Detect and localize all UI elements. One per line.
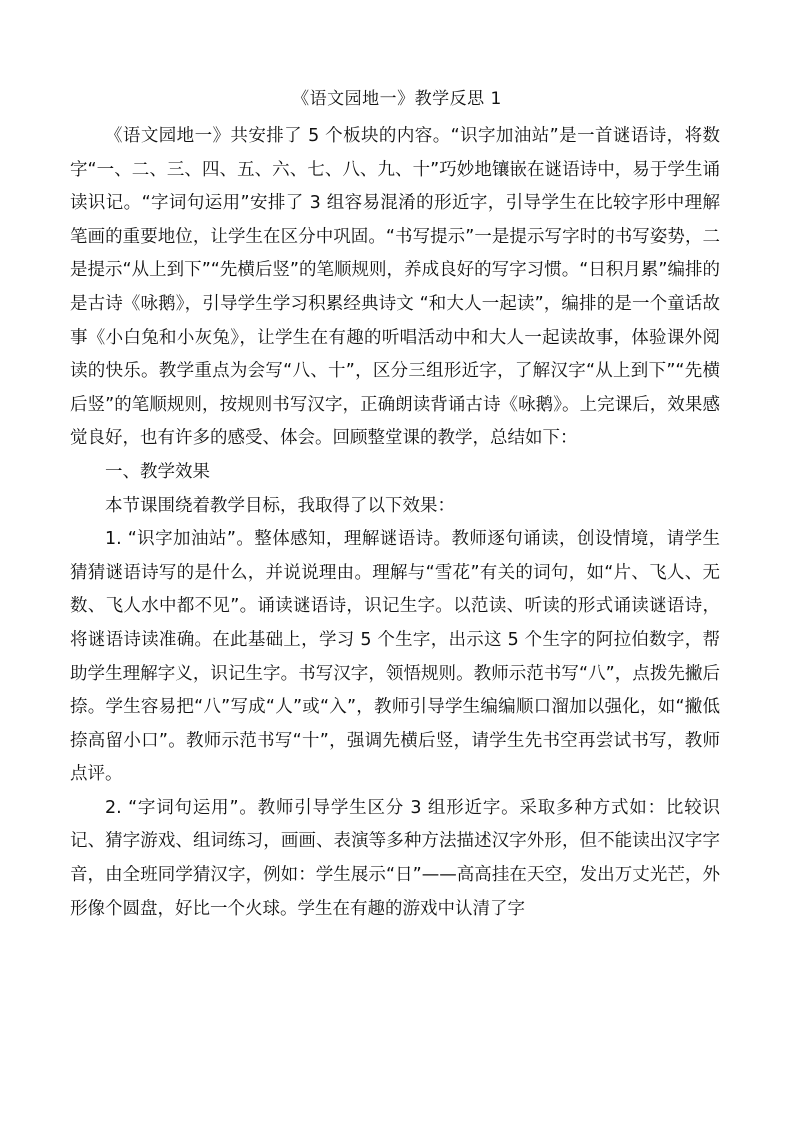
document-body (70, 120, 720, 926)
paragraph-intro: 《语文园地一》共安排了 5 个板块的内容。“识字加油站”是一首谜语诗，将数字“一、二、三、四、五、六、七、八、九、十”巧妙地镶嵌在谜语诗中，易于学生诵读识记。“字词句运用”安排了 3 组容易混淆的形近字，引导学生在比较字形中理解笔画的重要地位，让学生在区分中巩固。“书写提示”一是提示写字时的书写姿势，二是提示“从上到下”“先横后竖”的笔顺规则，养成良好的写字习惯。“日积月累”编排的是古诗《咏鹅》，引导学生学习积累经典诗文 “和大人一起读”，编排的是一个童话故事《小白兔和小灰兔》，让学生在有趣的听唱活动中和大人一起读故事，体验课外阅读的快乐。教学重点为会写“八、十”，区分三组形近字，了解汉字“从上到下”“先横后竖”的笔顺规则，按规则书写汉字，正确朗读背诵古诗《咏鹅》。上完课后，效果感觉良好，也有许多的感受、体会。回顾整堂课的教学，总结如下： (70, 126, 720, 449)
section-heading-teaching-effect: 一、教学效果 (105, 461, 210, 482)
document-title: 《语文园地一》教学反思 1 (292, 89, 502, 109)
paragraph-literacy-station: 1. “识字加油站”。整体感知，理解谜语诗。教师逐句诵读，创设情境，请学生猜猜谜语诗写的是什么，并说说理由。理解与“雪花”有关的词句，如“片、飞人、无数、飞人水中都不见”。诵读谜语诗，识记生字。以范读、听读的形式诵读谜语诗，将谜语诗读准确。在此基础上，学习 5 个生字，出示这 5 个生字的阿拉伯数字，帮助学生理解字义，识记生字。书写汉字，领悟规则。教师示范书写“八”，点拨先撇后捺。学生容易把“八”写成“人”或“入”，教师引导学生编编顺口溜加以强化，如“撇低捺高留小口”。教师示范书写“十”，强调先横后竖，请学生先书空再尝试书写，教师点评。 (70, 529, 720, 785)
paragraph-word-usage: 2. “字词句运用”。教师引导学生区分 3 组形近字。采取多种方式如：比较识记、猜字游戏、组词练习，画画、表演等多种方法描述汉字外形，但不能读出汉字字音，由全班同学猜汉字，例如：学生展示“日”——高高挂在天空，发出万丈光芒，外形像个圆盘，好比一个火球。学生在有趣的游戏中认清了字 (70, 797, 720, 919)
paragraph-effect-summary: 本节课围绕着教学目标，我取得了以下效果： (105, 495, 455, 516)
